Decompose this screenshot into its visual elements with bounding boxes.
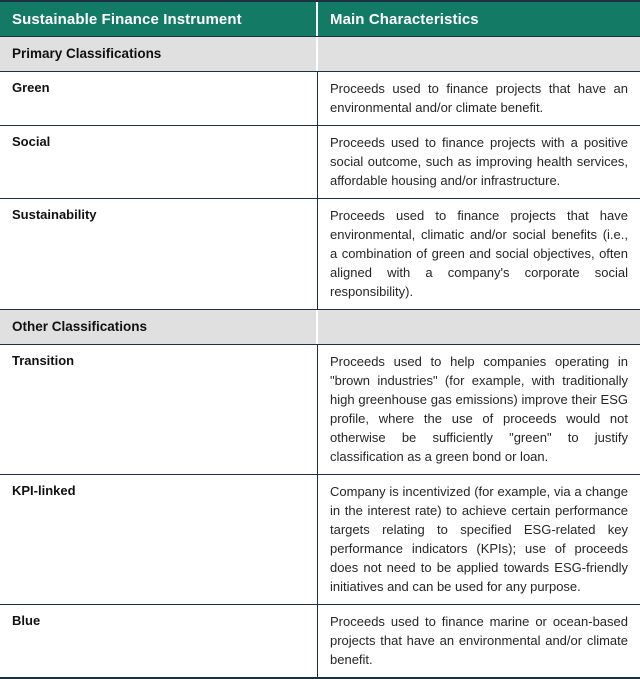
section-row: [0, 310, 640, 345]
instrument-cell: [0, 199, 318, 309]
table-header-row: [0, 2, 640, 37]
instrument-cell: [0, 72, 318, 125]
instrument-label: Sustainability: [12, 207, 97, 222]
instrument-label: Social: [12, 134, 51, 149]
characteristics-text: Company is incentivized (for example, via a change in the interest rate) to achieve certain performance targets relating to specified ESG-related key performance indicators (KPIs); use of proceeds does not need to be applied towards ESG-friendly initiatives and can be used for any purpose.: [330, 484, 628, 594]
section-empty-cell: [318, 37, 640, 71]
table-row: [0, 126, 640, 199]
instrument-cell: [0, 126, 318, 198]
table-row: [0, 605, 640, 678]
section-label-cell: [0, 310, 318, 344]
characteristics-text: Proceeds used to finance projects with a positive social outcome, such as improving health services, affordable housing and/or infrastructure.: [330, 135, 628, 188]
header-instrument-label: Sustainable Finance Instrument: [12, 11, 242, 28]
instrument-cell: [0, 345, 318, 474]
instrument-cell: [0, 605, 318, 677]
header-cell-instrument: [0, 2, 318, 36]
instrument-label: Transition: [12, 353, 75, 368]
table-row: [0, 72, 640, 126]
table-row: [0, 199, 640, 310]
characteristics-text: Proceeds used to finance projects that have environmental, climatic and/or social benefits (i.e., a combination of green and social objectives, often aligned with a company's corporate social responsibility).: [330, 208, 628, 299]
section-row: [0, 37, 640, 72]
table-body: [0, 37, 640, 678]
instrument-cell: [0, 475, 318, 604]
instrument-label: Blue: [12, 613, 41, 628]
section-label: Other Classifications: [12, 319, 148, 334]
instrument-label: Green: [12, 80, 50, 95]
header-characteristics-label: Main Characteristics: [330, 11, 479, 28]
characteristics-text: Proceeds used to finance marine or ocean-based projects that have an environmental and/or climate benefit.: [330, 614, 628, 667]
table-row: [0, 345, 640, 475]
header-cell-characteristics: [318, 2, 640, 36]
section-label-cell: [0, 37, 318, 71]
section-empty-cell: [318, 310, 640, 344]
characteristics-text: Proceeds used to help companies operating in "brown industries" (for example, with traditionally high greenhouse gas emissions) improve their ESG profile, where the use of proceeds would not otherwise be sufficiently "green" to justify classification as a green bond or loan.: [330, 354, 628, 464]
characteristics-text: Proceeds used to finance projects that have an environmental and/or climate benefit.: [330, 81, 628, 115]
instrument-label: KPI-linked: [12, 483, 76, 498]
table-row: [0, 475, 640, 605]
section-label: Primary Classifications: [12, 46, 162, 61]
